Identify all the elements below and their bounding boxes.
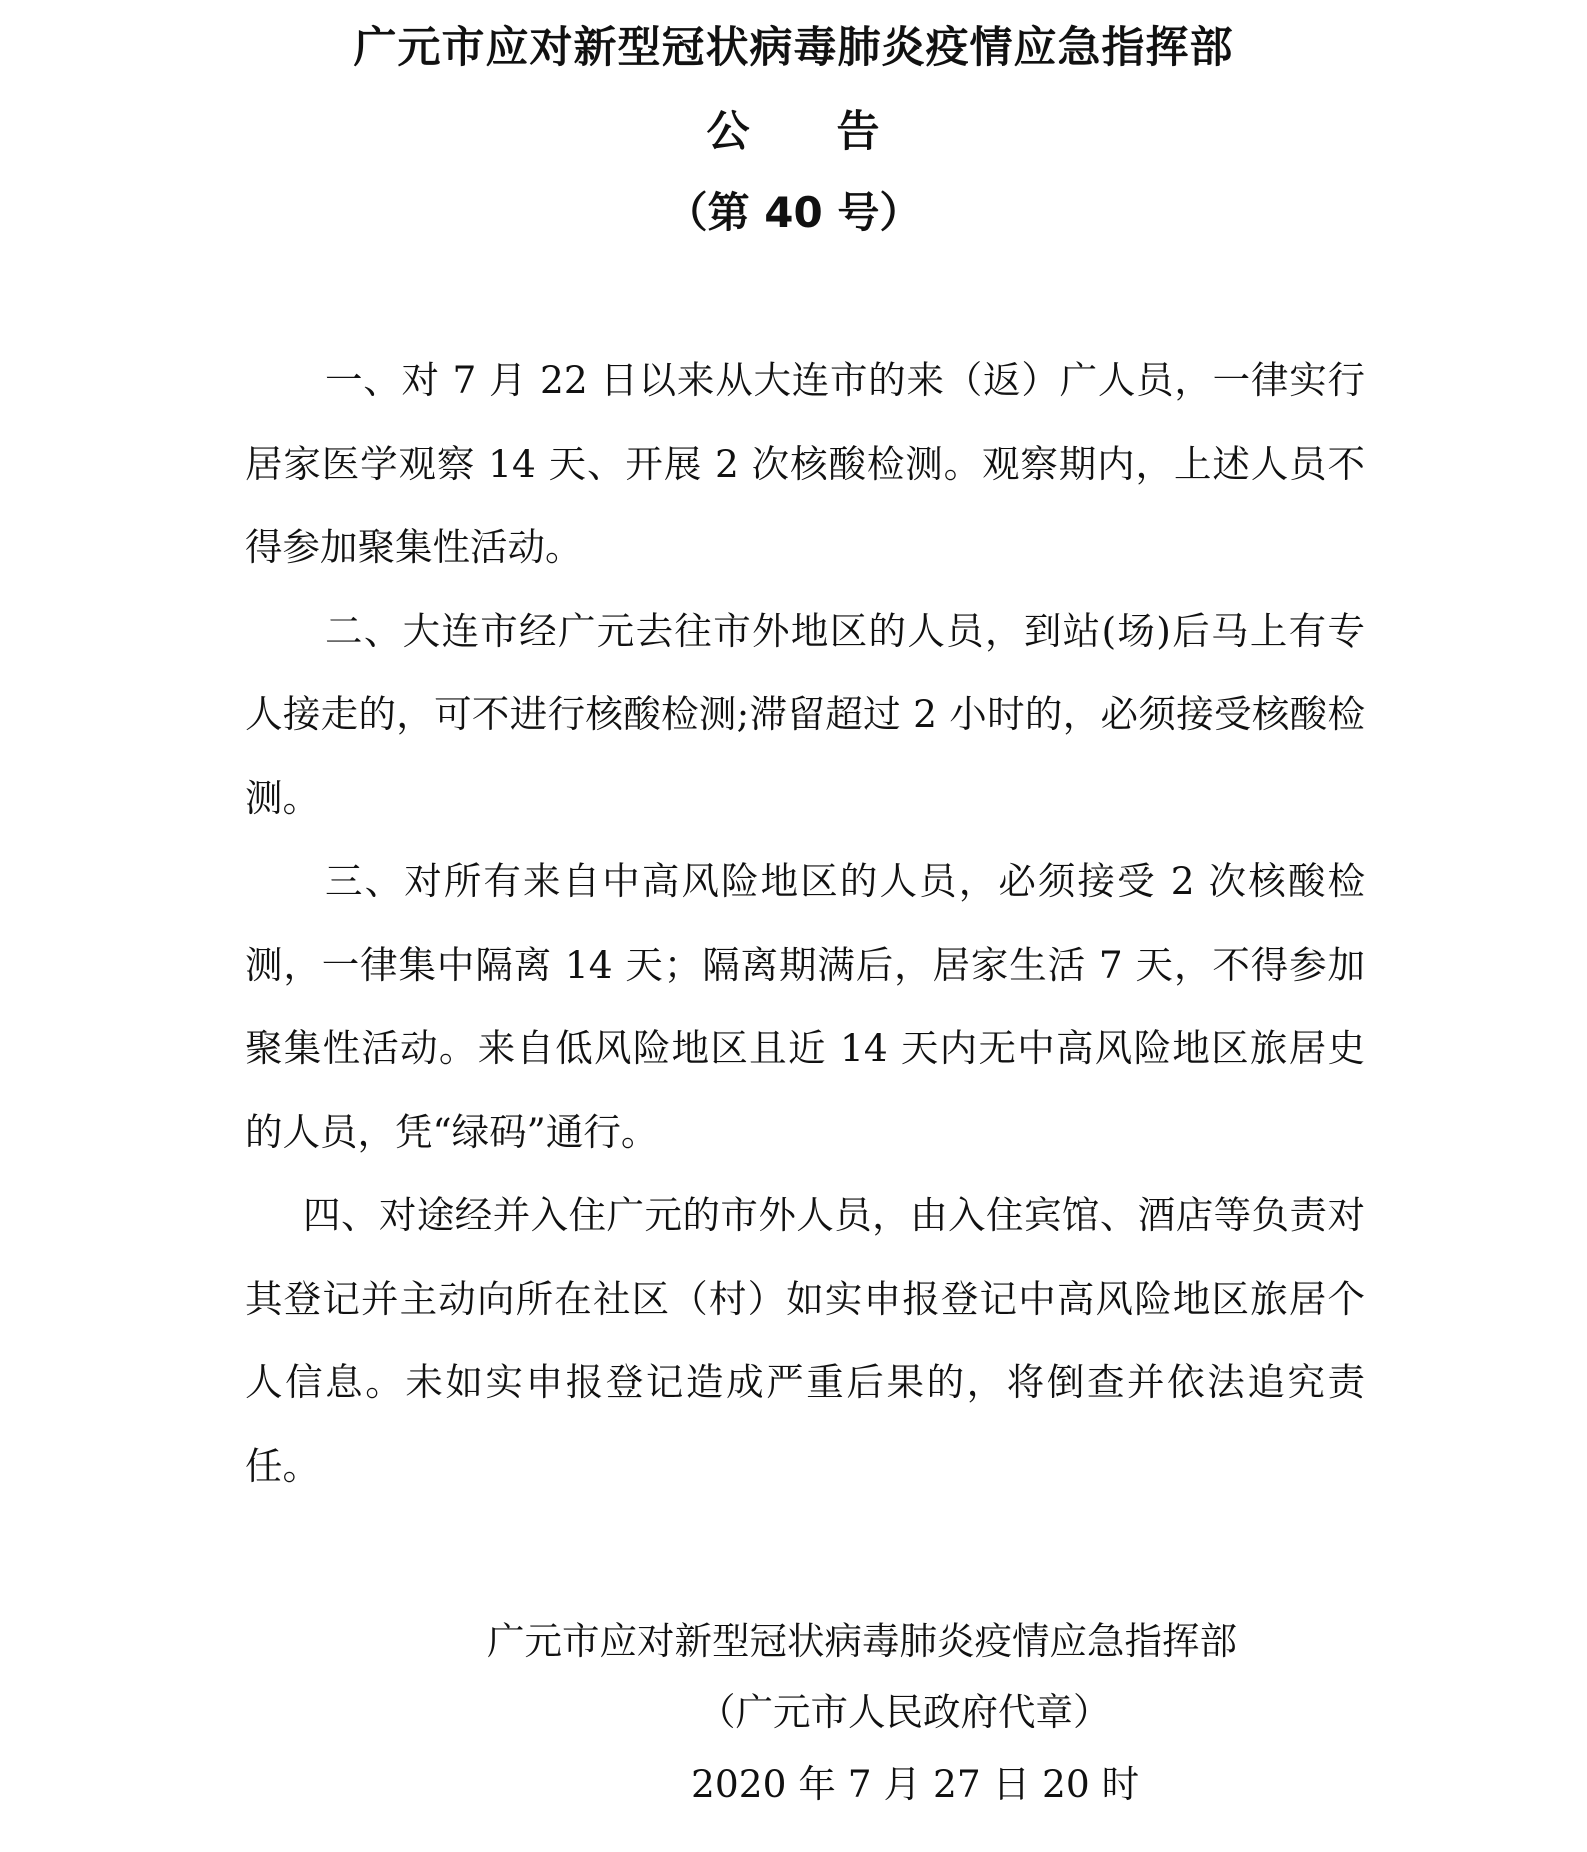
document-body [245,339,1365,1508]
paragraph-1: 一、对 7 月 22 日以来从大连市的来（返）广人员，一律实行居家医学观察 14 天、开展 2 次核酸检测。观察期内，上述人员不得参加聚集性活动。 [245,358,1365,569]
document-title: 广元市应对新型冠状病毒肺炎疫情应急指挥部 [353,23,1234,73]
paragraph-2: 二、大连市经广元去往市外地区的人员，到站(场)后马上有专人接走的，可不进行核酸检测;滞留超过 2 小时的，必须接受核酸检测。 [245,608,1365,820]
document-type-char-2: 告 [836,107,881,157]
paragraph-4: 四、对途经并入住广元的市外人员，由入住宾馆、酒店等负责对其登记并主动向所在社区（村）如实申报登记中高风险地区旅居个人信息。未如实申报登记造成严重后果的，将倒查并依法追究责任。 [245,1193,1365,1488]
paragraph-3: 三、对所有来自中高风险地区的人员，必须接受 2 次核酸检测，一律集中隔离 14 天；隔离期满后，居家生活 7 天，不得参加聚集性活动。来自低风险地区且近 14 天内无中高风险地区旅居史的人员，凭“绿码”通行。 [245,859,1365,1154]
document-type-char-1: 公 [706,107,751,157]
signature-seal-note: （广元市人民政府代章） [698,1690,1111,1734]
document-number: （第 40 号） [665,188,922,237]
signature-date: 2020 年 7 月 27 日 20 时 [691,1762,1140,1806]
signature-organization: 广元市应对新型冠状病毒肺炎疫情应急指挥部 [487,1619,1237,1663]
document-type [0,98,1587,159]
